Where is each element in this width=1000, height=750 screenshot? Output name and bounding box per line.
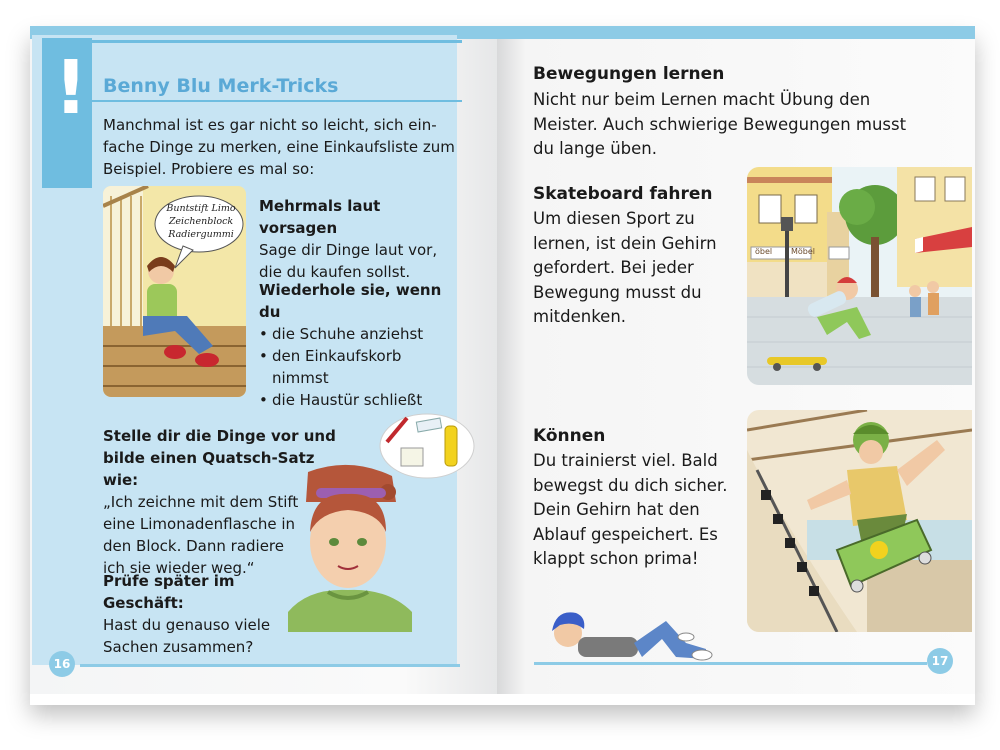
heading-koennen: Können [533,426,606,446]
street-skater-illustration [747,167,972,385]
tip-loud-heading: Mehrmals laut vorsagen [259,197,381,237]
page-number-left: 16 [49,651,75,677]
text-line: Dein Gehirn hat den [533,500,700,519]
text-line: lernen, ist dein Gehirn [533,233,717,253]
speech-bubble-text [161,202,241,241]
list-item: • den Einkaufskorb nimmst [259,345,459,389]
intro-line: Beispiel. Probiere es mal so: [103,160,315,178]
tip-check [103,570,303,658]
bubble-line: Radiergummi [168,229,234,240]
text-line: bewegst du dich sicher. [533,475,728,495]
tip-loud-line: die du kaufen sollst. [259,263,411,281]
tip-loud-line: Sage dir Dinge laut vor, [259,241,438,259]
repeat-list [259,323,459,411]
quote-line: „Ich zeichne mit dem Stift [103,493,299,511]
tip-repeat [259,279,459,411]
title-rule-top [92,40,462,43]
girl-portrait-illustration [288,462,412,632]
right-top-strip [497,26,975,39]
text-line: Bewegung musst du [533,282,702,302]
koennen-text [533,449,743,572]
ramp-skater-illustration [747,410,972,632]
heading-movement: Bewegungen lernen [533,64,725,84]
tip-imagine-heading: bilde einen Quatsch-Satz wie: [103,449,315,489]
quote-line: den Block. Dann radiere [103,537,284,555]
tip-imagine-heading: Stelle dir die Dinge vor und [103,427,336,445]
movement-text [533,88,953,162]
left-bottom-line [80,664,460,667]
intro-line: Manchmal ist es gar nicht so leicht, sich ein- [103,116,437,134]
tip-title: Benny Blu Merk-Tricks [103,75,339,97]
text-line: Du trainierst viel. Bald [533,451,718,470]
right-bottom-line [534,662,927,665]
girl-on-stairs-illustration [103,186,246,397]
page-number-right: 17 [927,648,953,674]
shop-sign-left: öbel [755,247,773,256]
bubble-line: Buntstift Limo [166,203,236,214]
tip-repeat-heading: Wiederhole sie, wenn du [259,281,442,321]
title-rule-bottom [92,100,462,102]
list-item: • die Haustür schließt [259,389,459,411]
intro-line: fache Dinge zu merken, eine Einkaufsliste zum [103,138,455,156]
text-line: mitdenken. [533,307,627,326]
exclamation-icon: ! [54,45,88,131]
skateboard-text [533,207,743,330]
tip-check-line: Sachen zusammen? [103,638,254,656]
bubble-line: Zeichenblock [168,216,234,227]
quote-line: ich sie wieder weg.“ [103,559,255,577]
text-line: Um diesen Sport zu [533,209,695,228]
text-line: Meister. Auch schwierige Bewegungen musst [533,114,907,134]
text-line: Ablauf gespeichert. Es [533,524,718,544]
list-item: • die Schuhe anziehst [259,323,459,345]
tip-check-line: Hast du genauso viele [103,616,271,634]
text-line: klappt schon prima! [533,549,699,568]
quote-line: eine Limonadenflasche in [103,515,296,533]
tip-check-heading: Prüfe später im Geschäft: [103,572,235,612]
lying-boy-illustration [546,603,714,665]
shop-sign-right: Möbel [791,247,816,256]
intro-text [103,114,458,180]
text-line: Nicht nur beim Lernen macht Übung den [533,90,871,109]
tip-loud [259,195,459,283]
text-line: gefordert. Bei jeder [533,258,694,277]
heading-skateboard: Skateboard fahren [533,184,713,204]
text-line: du lange üben. [533,139,657,158]
